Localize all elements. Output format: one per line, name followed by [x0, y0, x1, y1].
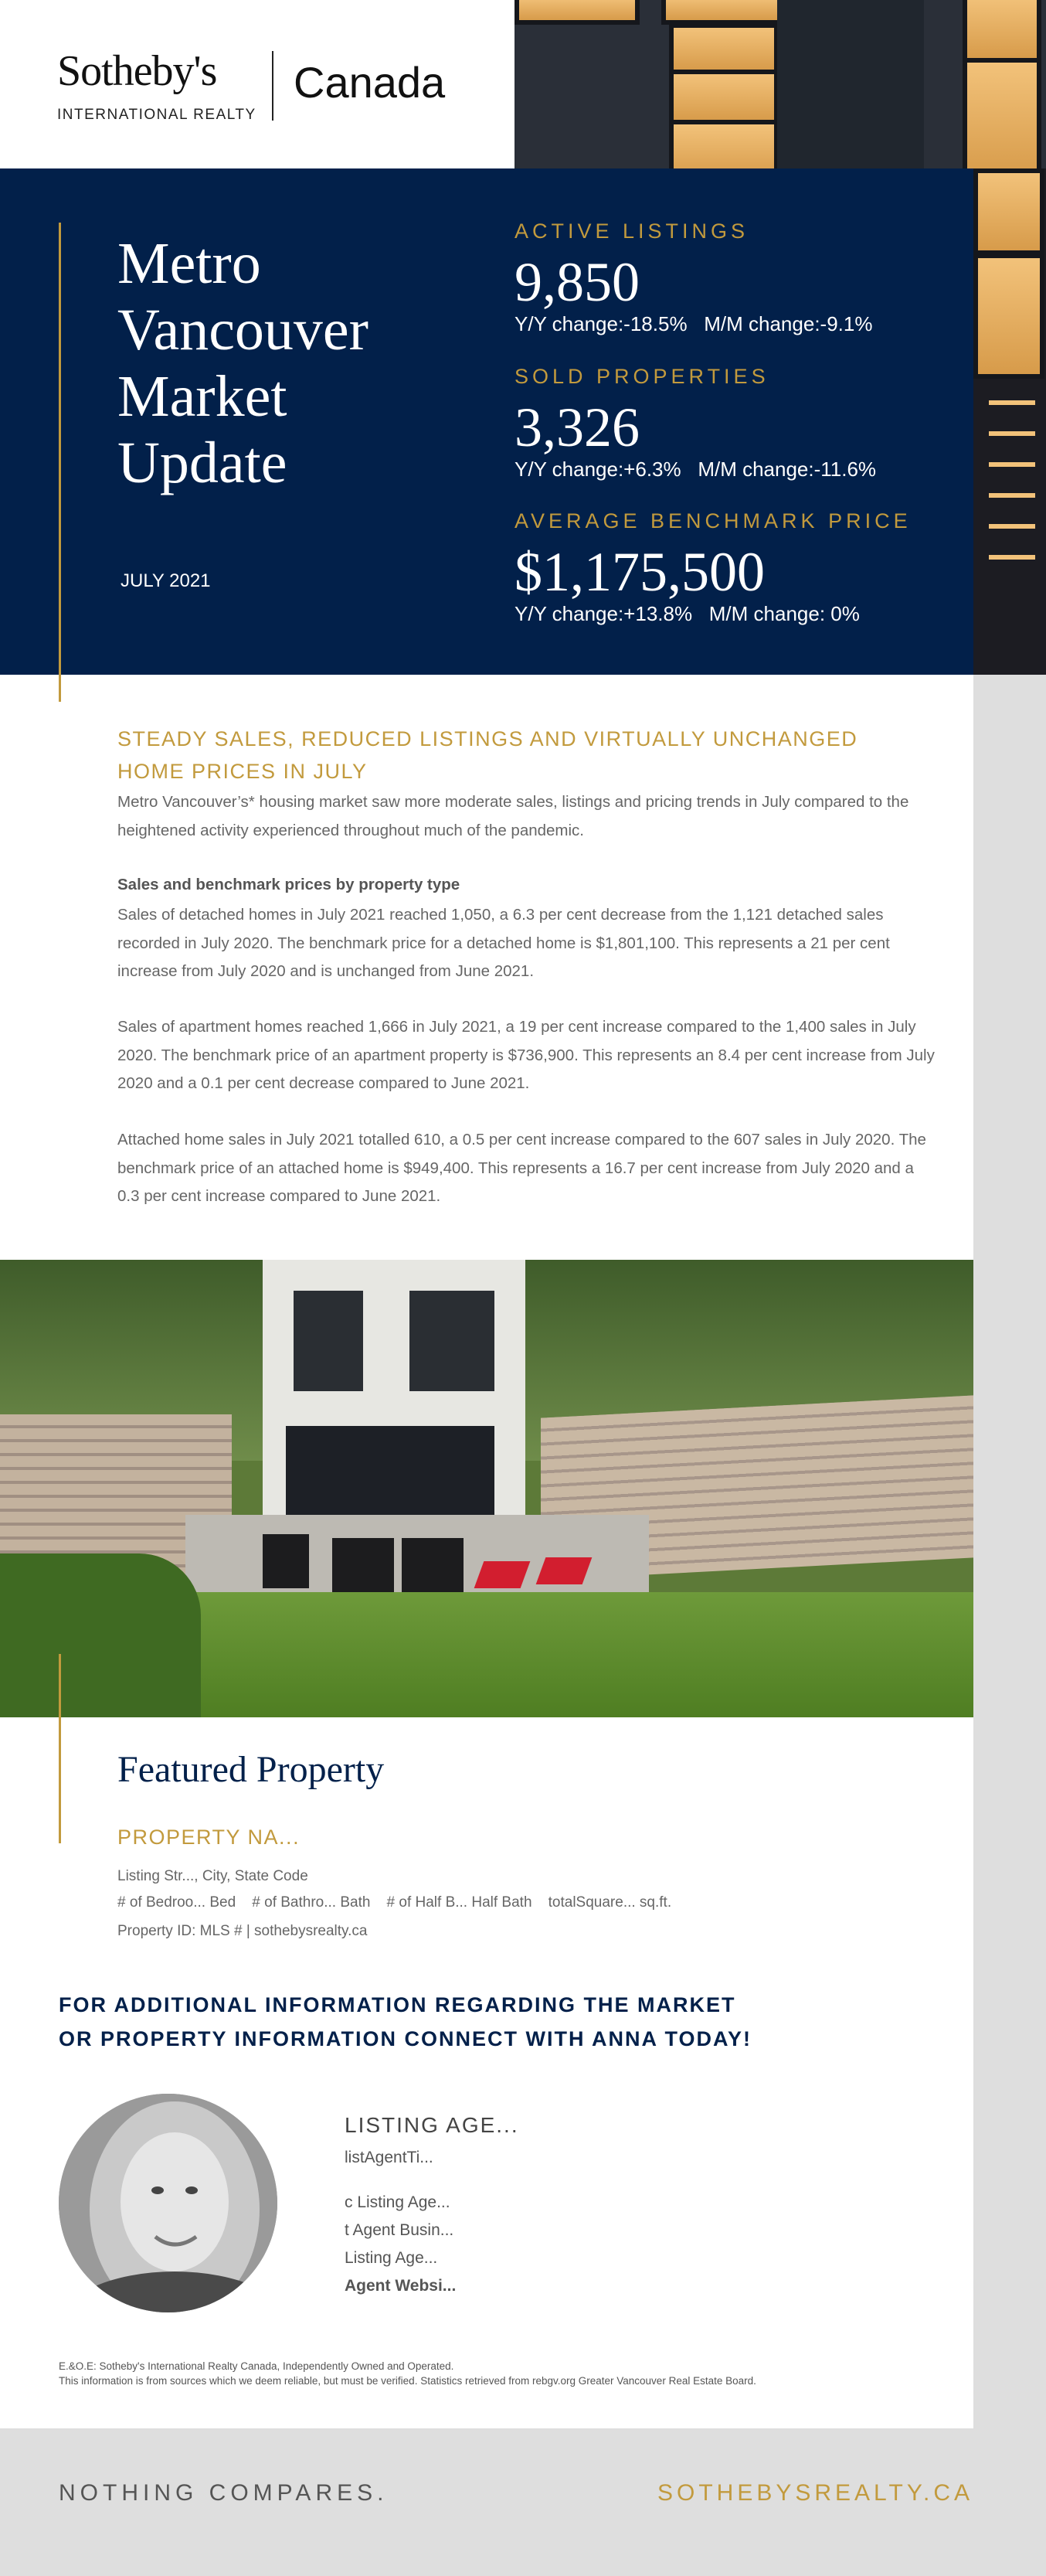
- property-name[interactable]: PROPERTY NA...: [117, 1826, 301, 1849]
- disclaimer-line: This information is from sources which we deem reliable, but must be verified. Statistics retrieved from rebgv.org Greater Vancouver Real Estate Board.: [59, 2375, 756, 2387]
- hero-title-line: Vancouver: [117, 298, 368, 362]
- yy-change: Y/Y change:-18.5%: [515, 312, 688, 335]
- yy-change: Y/Y change:+13.8%: [515, 602, 693, 625]
- hero-title-line: Update: [117, 430, 287, 495]
- agent-title: listAgentTi...: [345, 2149, 433, 2166]
- brand-name: Sotheby's: [57, 47, 217, 95]
- cta-line: FOR ADDITIONAL INFORMATION REGARDING THE MARKET: [59, 1993, 736, 2016]
- agent-name: LISTING AGE...: [345, 2113, 519, 2137]
- agent-business-phone[interactable]: t Agent Busin...: [345, 2221, 454, 2239]
- building-facade-photo: [515, 0, 1046, 168]
- agent-website[interactable]: Agent Websi...: [345, 2277, 457, 2295]
- footer-website-link[interactable]: SOTHEBYSREALTY.CA: [657, 2480, 973, 2506]
- stat-change-sold-properties: [515, 458, 876, 482]
- hero-title-line: Market: [117, 364, 287, 429]
- agent-phone[interactable]: c Listing Age...: [345, 2193, 450, 2211]
- article-subhead: Sales and benchmark prices by property type: [117, 876, 460, 893]
- property-address: Listing Str..., City, State Code: [117, 1868, 308, 1884]
- building-facade-edge: [973, 168, 1046, 675]
- stat-value-active-listings: 9,850: [515, 251, 640, 313]
- article-paragraph-apartment: Sales of apartment homes reached 1,666 in July 2021, a 19 per cent increase compared to the 1,400 sales in July 2020. The benchmark price of an apartment property is $736,900. This represents an 8.4 per cent increase from July 2020 and a 0.1 per cent decrease compared to June 2021.: [117, 1018, 935, 1092]
- report-date: JULY 2021: [121, 570, 211, 591]
- hero-title: [117, 230, 442, 496]
- logo-divider: [272, 51, 273, 121]
- stat-change-active-listings: [515, 312, 872, 336]
- article-intro: Metro Vancouver’s* housing market saw more moderate sales, listings and pricing trends in July compared to the heightened activity experienced throughout much of the pandemic.: [117, 793, 909, 839]
- featured-property-title: Featured Property: [117, 1749, 385, 1790]
- contact-cta: [59, 1988, 831, 2056]
- article-paragraph-attached: Attached home sales in July 2021 totalled 610, a 0.5 per cent increase compared to the 607 sales in July 2020. The benchmark price of an attached home is $949,400. This represents a 16.7 per cent increase from July 2020 and a 0.3 per cent increase compared to June 2021.: [117, 1131, 926, 1205]
- market-update-hero: [0, 168, 973, 675]
- featured-property-photo: [0, 1260, 973, 1717]
- stat-value-benchmark-price: $1,175,500: [515, 541, 765, 603]
- stat-change-benchmark-price: [515, 602, 860, 626]
- mm-change: M/M change:-9.1%: [704, 312, 873, 335]
- hero-title-line: Metro: [117, 231, 261, 296]
- header: [0, 0, 973, 168]
- disclaimer-line: E.&O.E: Sotheby's International Realty Canada, Independently Owned and Operated.: [59, 2360, 454, 2372]
- mm-change: M/M change: 0%: [708, 602, 860, 625]
- agent-avatar: [59, 2094, 277, 2312]
- brand-logo[interactable]: [0, 0, 515, 168]
- brand-tagline: INTERNATIONAL REALTY: [57, 107, 256, 123]
- cta-line: OR PROPERTY INFORMATION CONNECT WITH ANNA TODAY!: [59, 2027, 752, 2050]
- article-paragraph-detached: Sales of detached homes in July 2021 reached 1,050, a 6.3 per cent decrease from the 1,121 detached sales recorded in July 2020. The benchmark price for a detached home is $1,801,100. This represents a 21 per cent increase from July 2020 and is unchanged from June 2021.: [117, 906, 890, 980]
- stat-label-active-listings: ACTIVE LISTINGS: [515, 219, 749, 243]
- property-id-line[interactable]: Property ID: MLS # | sothebysrealty.ca: [117, 1923, 368, 1939]
- disclaimer: [59, 2359, 947, 2388]
- footer: [0, 2428, 1046, 2576]
- stat-label-sold-properties: SOLD PROPERTIES: [515, 365, 769, 388]
- agent-portrait: [59, 2094, 277, 2312]
- gold-accent-line-featured: [59, 1654, 61, 1843]
- gold-accent-line: [59, 223, 61, 702]
- mm-change: M/M change:-11.6%: [698, 458, 877, 481]
- article-headline: STEADY SALES, REDUCED LISTINGS AND VIRTUALLY UNCHANGED HOME PRICES IN JULY: [117, 727, 858, 783]
- agent-email[interactable]: Listing Age...: [345, 2249, 438, 2267]
- yy-change: Y/Y change:+6.3%: [515, 458, 681, 481]
- brand-region: Canada: [294, 58, 446, 107]
- stat-value-sold-properties: 3,326: [515, 396, 640, 458]
- stat-label-benchmark-price: AVERAGE BENCHMARK PRICE: [515, 509, 912, 533]
- property-details: # of Bedroo... Bed # of Bathro... Bath # of Half B... Half Bath totalSquare... sq.ft.: [117, 1894, 672, 1911]
- footer-slogan: NOTHING COMPARES.: [59, 2480, 389, 2506]
